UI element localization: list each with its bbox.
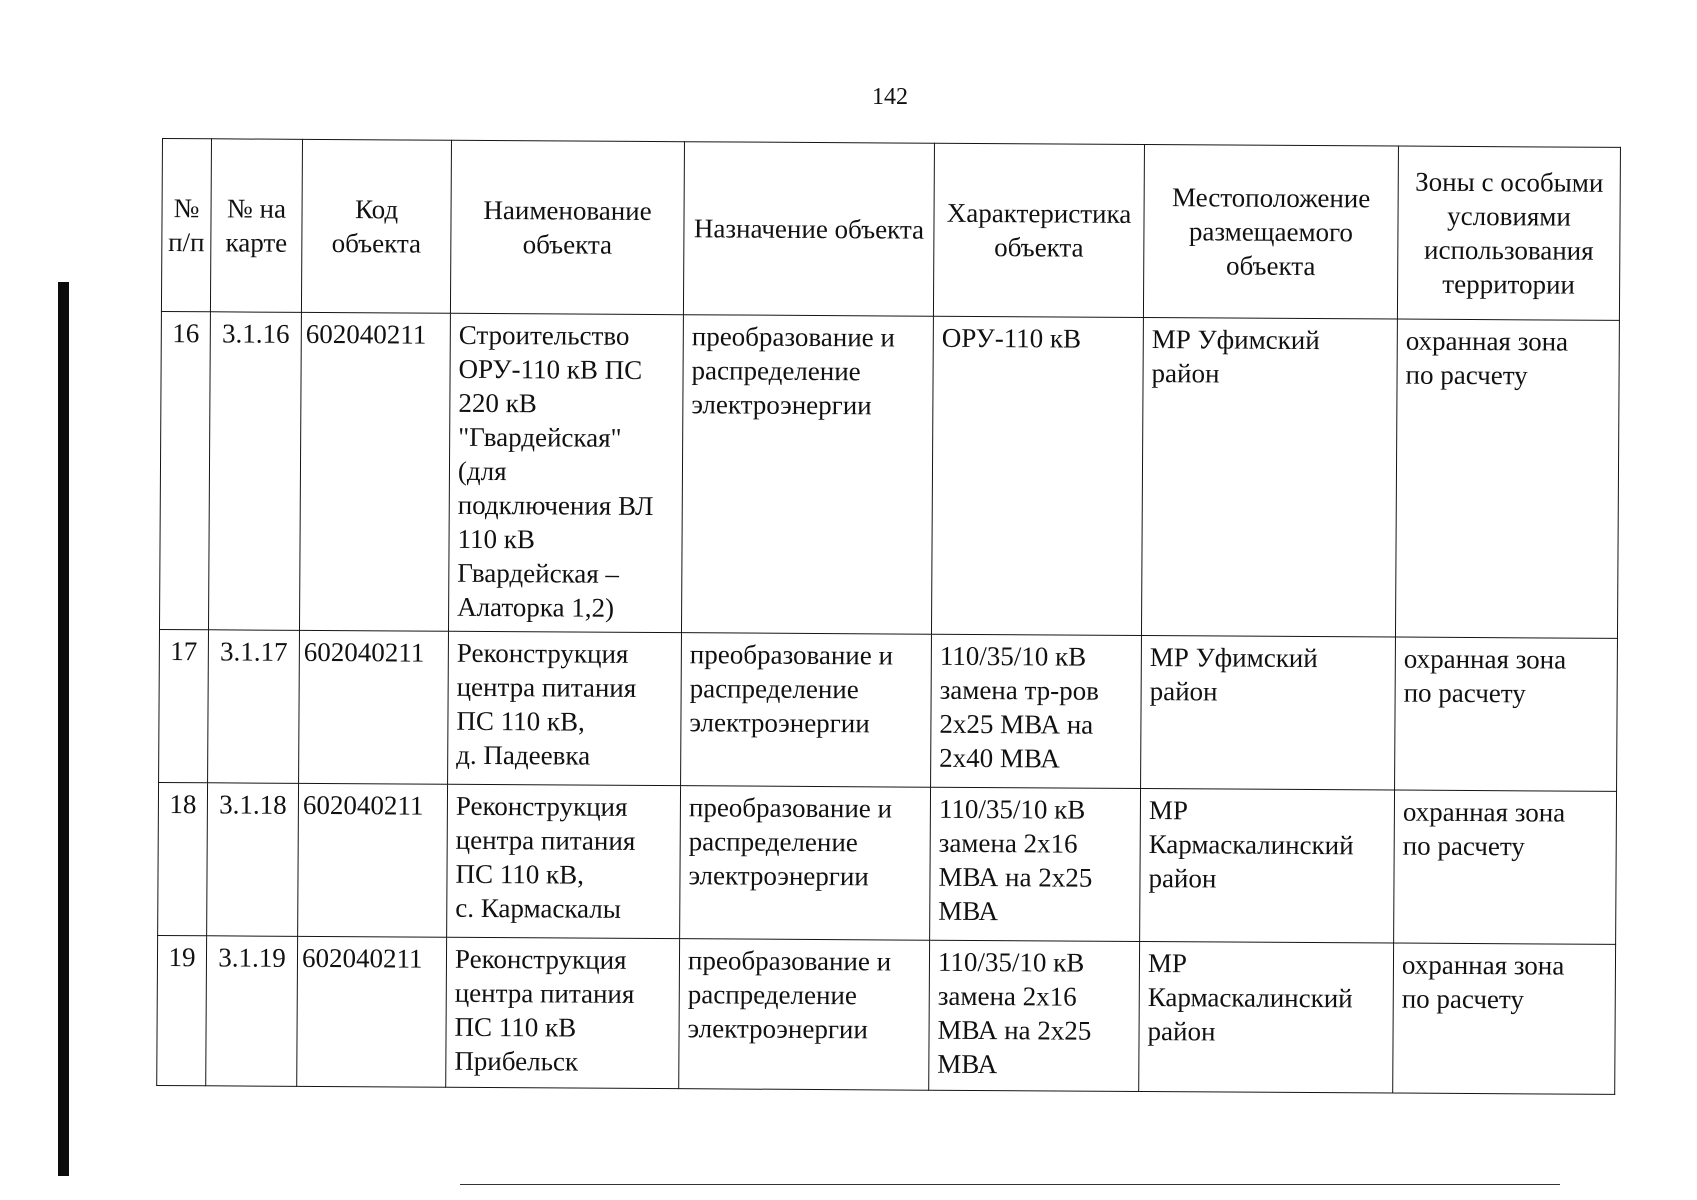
cell-characteristic: 110/35/10 кВ замена 2х16 МВА на 2х25 МВА xyxy=(929,940,1140,1091)
table-row xyxy=(158,782,1617,944)
cell-map: 3.1.19 xyxy=(206,936,298,1087)
table-row xyxy=(159,629,1618,791)
cell-code: 602040211 xyxy=(299,312,450,631)
table-header-row xyxy=(161,139,1620,321)
header-name: Наименование объекта xyxy=(450,140,684,314)
cell-name: Реконструкция центра питания ПС 110 кВ Прибельск xyxy=(446,937,680,1088)
cell-num: 19 xyxy=(157,935,207,1085)
cell-name: Реконструкция центра питания ПС 110 кВ, д. Падеевка xyxy=(448,631,682,785)
cell-purpose: преобразование и распределение электроэнергии xyxy=(681,315,933,635)
cell-code: 602040211 xyxy=(299,630,449,784)
cell-location: МР Кармаскалинский район xyxy=(1139,941,1394,1093)
header-characteristic: Характеристика объекта xyxy=(933,143,1144,317)
scan-edge-shadow xyxy=(58,282,69,1176)
cell-map: 3.1.17 xyxy=(208,630,300,784)
table-row xyxy=(159,311,1619,638)
cell-characteristic: 110/35/10 кВ замена 2х16 МВА на 2х25 МВА xyxy=(930,787,1141,941)
table-row xyxy=(157,935,1616,1094)
header-purpose: Назначение объекта xyxy=(683,142,934,317)
cell-code: 602040211 xyxy=(297,936,447,1087)
header-code: Код объекта xyxy=(301,139,451,313)
cell-purpose: преобразование и распределение электроэнергии xyxy=(679,939,930,1091)
cell-name: Строительство ОРУ-110 кВ ПС 220 кВ "Гвардейская" (для подключения ВЛ 110 кВ Гвардейская – Алаторка 1,2) xyxy=(448,313,683,632)
cell-code: 602040211 xyxy=(298,783,448,937)
cell-location: МР Уфимский район xyxy=(1141,635,1396,790)
cell-zones: охранная зона по расчету xyxy=(1394,790,1617,944)
cell-num: 18 xyxy=(158,782,208,935)
cell-characteristic: 110/35/10 кВ замена тр-ров 2х25 МВА на 2х40 МВА xyxy=(931,634,1142,788)
page-number: 142 xyxy=(872,84,908,110)
footer-rule xyxy=(460,1184,1560,1185)
header-map: № на карте xyxy=(210,139,302,313)
cell-purpose: преобразование и распределение электроэнергии xyxy=(680,786,931,941)
cell-num: 16 xyxy=(159,311,210,629)
cell-location: МР Кармаскалинский район xyxy=(1140,788,1395,943)
cell-location: МР Уфимский район xyxy=(1141,317,1397,637)
header-num: № п/п xyxy=(161,139,211,312)
cell-characteristic: ОРУ-110 кВ xyxy=(931,316,1143,635)
cell-zones: охранная зона по расчету xyxy=(1395,319,1619,638)
header-zones: Зоны с особыми условиями использования территории xyxy=(1397,146,1620,320)
cell-map: 3.1.18 xyxy=(207,783,299,937)
objects-table xyxy=(156,138,1621,1095)
cell-name: Реконструкция центра питания ПС 110 кВ, с. Кармаскалы xyxy=(447,784,681,938)
cell-zones: охранная зона по расчету xyxy=(1393,943,1616,1094)
cell-num: 17 xyxy=(159,629,209,782)
cell-purpose: преобразование и распределение электроэнергии xyxy=(681,633,932,788)
header-location: Местоположение размещаемого объекта xyxy=(1143,145,1398,320)
cell-map: 3.1.16 xyxy=(208,312,301,631)
cell-zones: охранная зона по расчету xyxy=(1395,637,1618,791)
